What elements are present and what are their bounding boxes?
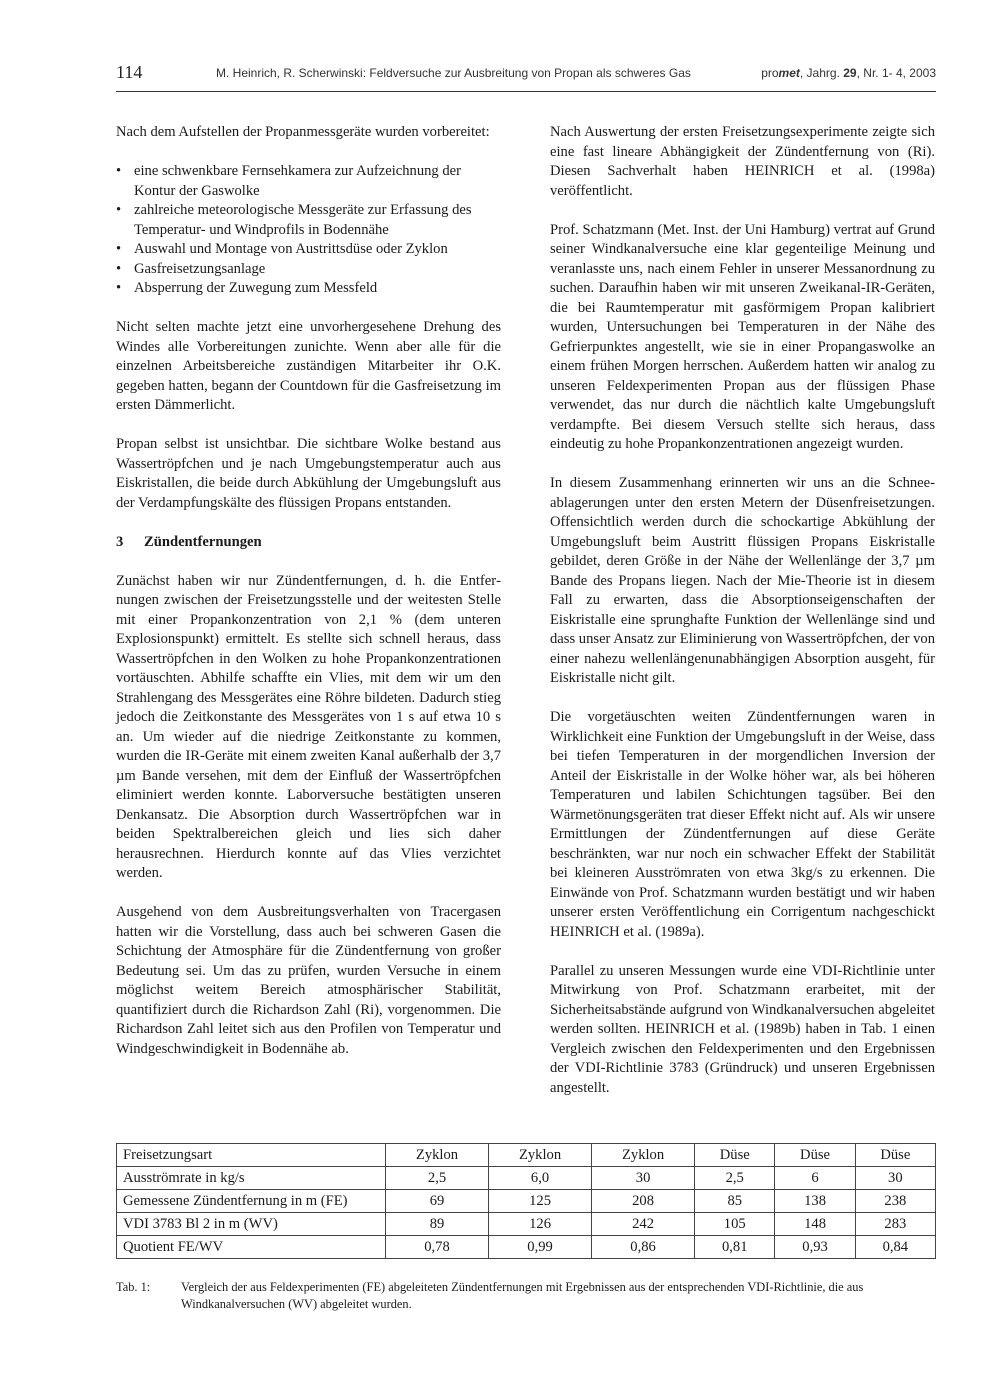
table-cell: 105	[695, 1213, 775, 1236]
bullet: •	[116, 241, 122, 257]
table-cell: 6	[775, 1167, 855, 1190]
left-column	[116, 123, 501, 1079]
journal-suffix: , Nr. 1- 4, 2003	[856, 66, 936, 80]
list-item-text: Gasfreisetzungsanlage	[134, 260, 266, 277]
table-cell: Düse	[695, 1144, 775, 1167]
bullet: •	[116, 280, 122, 296]
table-cell: 2,5	[386, 1167, 489, 1190]
table-cell: 238	[855, 1190, 935, 1213]
list-item	[116, 162, 501, 201]
bullet: •	[116, 260, 122, 277]
paragraph: Parallel zu unseren Messungen wurde eine VDI-Richtlinie unter Mitwirkung von Prof. Schatzmann erarbeitet, mit der Sicherheitsabstände aufgrund von Windkanalversuchen abgeleitet werden sollten. HEINRICH et al. (1989b) haben in Tab. 1 einen Vergleich zwischen den Feldexperimenten und den Ergebnissen der VDI-Richtlinie 3783 (Gründruck) und unseren Ergebnissen angestellt.	[550, 962, 935, 1096]
table-cell: 0,93	[775, 1236, 855, 1259]
table-row	[117, 1213, 936, 1236]
table-cell: 2,5	[695, 1167, 775, 1190]
journal-brand: met	[778, 66, 800, 80]
caption-text: Vergleich der aus Feldexperimenten (FE) abgeleiteten Zündentfernungen mit Ergebnissen aus der entsprechenden VDI-Richtlinie, die aus Windkanalversuchen (WV) abgeleitet wurden.	[181, 1280, 864, 1311]
table-cell: 148	[775, 1213, 855, 1236]
list-item	[116, 260, 501, 280]
list-item-text: eine schwenkbare Fernsehkamera zur Aufzeichnung der Kontur der Gaswolke	[134, 163, 461, 199]
caption-label: Tab. 1:	[116, 1280, 151, 1294]
table-cell: 126	[489, 1213, 592, 1236]
table-cell: Ausströmrate in kg/s	[117, 1167, 386, 1190]
table-cell: 69	[386, 1190, 489, 1213]
list-item-text: Auswahl und Montage von Austrittsdüse oder Zyklon	[134, 241, 448, 257]
table-row	[117, 1190, 936, 1213]
running-title: M. Heinrich, R. Scherwinski: Feldversuche zur Ausbreitung von Propan als schweres Gas	[216, 66, 691, 80]
table-cell: Zyklon	[489, 1144, 592, 1167]
preparation-list	[116, 162, 501, 299]
comparison-table	[116, 1143, 936, 1259]
paragraph: Zunächst haben wir nur Zündentfernungen, d. h. die Entfernungen zwischen der Freisetzungsstelle und der weitesten Stelle mit einer Propankonzentration von 2,1 % (dem unteren Explosionspunkt) ermittelt. Es stellte sich schnell heraus, dass Wassertröpfchen in den Wolken zu hohe Propankonzentrationen vortäuschten. Abhilfe schaffte ein Vlies, mit dem wir um den Strahlengang des Messgerätes eine Röhre bildeten. Dadurch stieg jedoch die Zeitkonstante des Messgerätes von 1 s auf etwa 10 s an. Um wieder auf die niedrige Zeitkonstante zu kommen, wurden die IR-Geräte mit einem zweiten Kanal außerhalb der 3,7 µm Bande versehen, mit dem der Einfluß der Wassertröpfchen eliminiert werden konnte. Laborversuche bestätigten unseren Denkansatz. Die Absorption durch Wassertröpfchen war in beiden Spektralbereichen gleich und lies sich daher herausrechnen. Hierdurch konnte auf das Vlies verzichtet werden.	[116, 572, 501, 881]
paragraph: Propan selbst ist unsichtbar. Die sichtbare Wolke bestand aus Wassertröpfchen und je nach Umgebungstemperatur auch aus Eiskristallen, die beide durch Abkühlung der Umgebungsluft aus der Verdampfungskälte des flüssigen Propans entstanden.	[116, 436, 501, 511]
section-title: Zündentfernungen	[144, 533, 262, 550]
table-row	[117, 1167, 936, 1190]
paragraph: Nach dem Aufstellen der Propanmessgeräte wurden vorbereitet:	[116, 124, 490, 140]
paragraph: Nach Auswertung der ersten Freisetzungsexperimente zeigte sich eine fast lineare Abhängigkeit der Zündentfernung von (Ri). Diesen Sachverhalt haben HEINRICH et al. (1998a) veröffentlicht.	[550, 124, 935, 199]
table-cell: Zyklon	[592, 1144, 695, 1167]
table-cell: 283	[855, 1213, 935, 1236]
table-cell: 0,81	[695, 1236, 775, 1259]
table-cell: 0,78	[386, 1236, 489, 1259]
list-item	[116, 279, 501, 299]
table-cell: 30	[592, 1167, 695, 1190]
table-cell: Freisetzungsart	[117, 1144, 386, 1167]
running-header	[116, 62, 936, 84]
table-cell: 6,0	[489, 1167, 592, 1190]
table-cell: Düse	[775, 1144, 855, 1167]
table-cell: 0,99	[489, 1236, 592, 1259]
journal-volume: 29	[843, 66, 857, 80]
table-cell: 0,86	[592, 1236, 695, 1259]
page-number: 114	[116, 62, 143, 82]
list-item	[116, 240, 501, 260]
paragraph: Prof. Schatzmann (Met. Inst. der Uni Hamburg) vertrat auf Grund seiner Windkanalversuche eine klar gegenteilige Meinung und veranlasste uns, nach einem Fehler in unserer Messanordnung zu suchen. Daraufhin haben wir mit unseren Zweikanal-IR-Geräten, die bei Raumtemperatur mit gasförmigem Propan kalibriert wurden, Untersuchungen bei Temperaturen in der Nähe des Gefrierpunktes angestellt, wie sie in einer Propangaswolke an einem frühen Morgen herrschen. Außerdem hatten wir analog zu unseren Feldexperimenten Propan aus der flüssigen Phase verwendet, das nur durch die nächtlich kalte Umgebungsluft verdampfte. Bei diesem Versuch stellte sich heraus, dass eindeutig zu hohe Propankonzentrationen angezeigt wurden.	[550, 221, 935, 452]
table-cell: 208	[592, 1190, 695, 1213]
paragraph: Die vorgetäuschten weiten Zündentfernungen waren in Wirklichkeit eine Funktion der Umgebungsluft in der Weise, dass bei tiefen Temperaturen in der morgendlichen Inversion der Anteil der Eiskristalle in der Wolke höher war, als bei höheren Temperaturen und labilen Schichtungen tagsüber. Bei den Wärmetönungsgeräten trat dieser Effekt nicht auf. Als wir unsere Ermittlungen der Zündentfernungen auf diese Geräte beschränkten, war nur noch ein schwacher Effekt der Stabilität bei kleineren Ausströmraten von etwa 3kg/s zu erkennen. Die Einwände von Prof. Schatzmann wurden bestätigt und wir haben unserer ersten Veröffentlichung ein Corrigentum nachgeschickt HEINRICH et al. (1989a).	[550, 709, 935, 940]
journal-prefix: pro	[761, 66, 779, 80]
table-cell: 138	[775, 1190, 855, 1213]
table-row	[117, 1144, 936, 1167]
journal-reference	[761, 66, 936, 80]
list-item	[116, 201, 501, 240]
table-cell: 242	[592, 1213, 695, 1236]
table-cell: 125	[489, 1190, 592, 1213]
table-cell: Zyklon	[386, 1144, 489, 1167]
table-cell: 0,84	[855, 1236, 935, 1259]
journal-mid: , Jahrg.	[799, 66, 844, 80]
paragraph: Nicht selten machte jetzt eine unvorhergesehene Drehung des Windes alle Vorbereitungen zunichte. Wenn aber alle für die einzelnen Arbeitsbereiche zuständigen Mitarbeiter ihr O.K. gegeben hatten, begann der Countdown für die Gasfreisetzung im ersten Dämmerlicht.	[116, 319, 501, 413]
list-item-text: Absperrung der Zuwegung zum Messfeld	[134, 280, 378, 296]
header-rule	[116, 91, 936, 92]
paragraph: In diesem Zusammenhang erinnerten wir uns an die Schneeablagerungen unter den ersten Metern der Düsenfreisetzungen. Offensichtlich werden durch die schockartige Abkühlung der Umgebungsluft beim Austritt flüssigen Propans Eiskristalle gebildet, deren Größe in der Nähe der Wellenlänge der 3,7 µm Bande des Propans liegen. Nach der Mie-Theorie ist in diesem Fall zu erwarten, dass die Absorptionseigenschaften der Eiskristalle eine sprunghafte Funktion der Wellenlänge sind und dass unser Ansatz zur Eliminierung von Wassertröpfchen, der von einer nahezu wellenlängenunabhängigen Absorption ausgeht, für Eiskristalle nicht gilt.	[550, 475, 935, 686]
table-cell: 30	[855, 1167, 935, 1190]
right-column	[550, 123, 935, 1118]
paragraph: Ausgehend von dem Ausbreitungsverhalten von Tracergasen hatten wir die Vorstellung, dass auch bei schweren Gasen die Schichtung der Atmosphäre für die Zündentfernung von großer Bedeutung sei. Um das zu prüfen, wurden Versuche in einem möglichst weitem Bereich atmosphärischer Stabilität, quantifiziert durch die Richardson Zahl (Ri), vorgenommen. Die Richardson Zahl leitet sich aus den Profilen von Temperatur und Windgeschwindigkeit in Bodennähe ab.	[116, 904, 501, 1057]
table-cell: Düse	[855, 1144, 935, 1167]
bullet: •	[116, 202, 122, 218]
table-cell: Quotient FE/WV	[117, 1236, 386, 1259]
list-item-text: zahlreiche meteorologische Messgeräte zur Erfassung des Temperatur- und Windprofils in Bodennähe	[134, 202, 472, 238]
table-cell: 89	[386, 1213, 489, 1236]
section-number: 3	[116, 533, 124, 550]
table-row	[117, 1236, 936, 1259]
table-cell: VDI 3783 Bl 2 in m (WV)	[117, 1213, 386, 1236]
bullet: •	[116, 163, 122, 179]
section-heading	[116, 533, 501, 553]
table-cell: Gemessene Zündentfernung in m (FE)	[117, 1190, 386, 1213]
table-cell: 85	[695, 1190, 775, 1213]
